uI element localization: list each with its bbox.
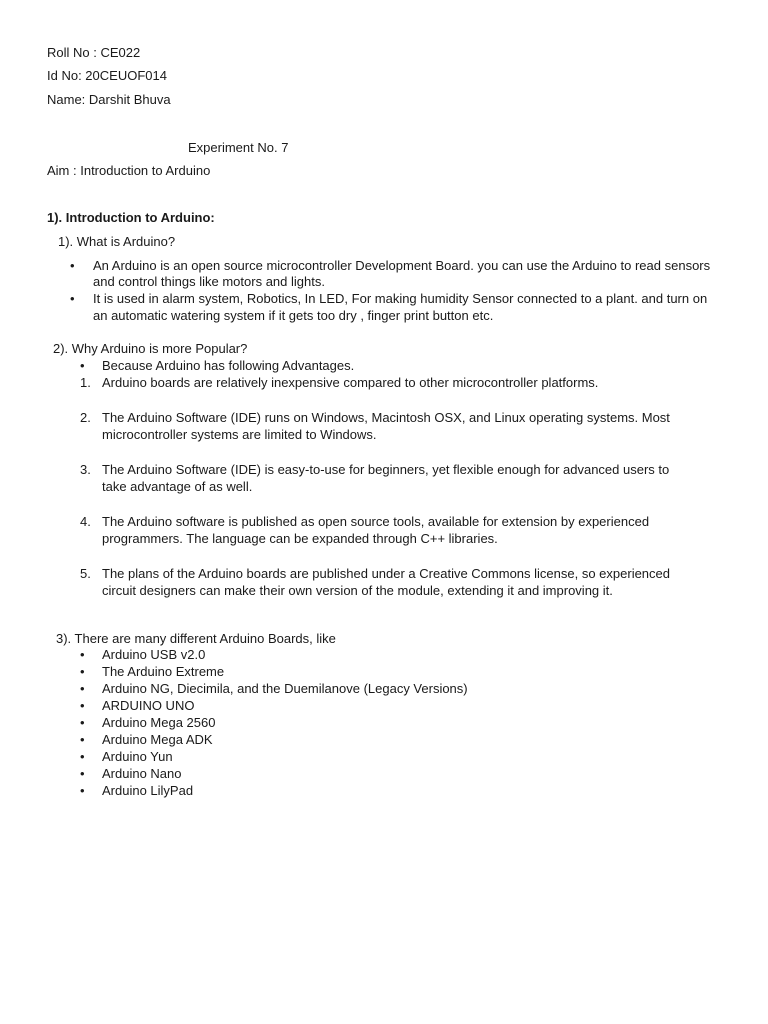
- board-item: The Arduino Extreme: [102, 664, 225, 679]
- section2-item4-line1: The Arduino software is published as open source tools, available for extension by experienced: [102, 514, 650, 529]
- board-item: Arduino USB v2.0: [102, 647, 206, 662]
- section2-heading: 2). Why Arduino is more Popular?: [53, 341, 248, 356]
- section1-subheading: 1). What is Arduino?: [58, 234, 176, 249]
- bullet-icon: •: [80, 766, 85, 781]
- section2-item1-line1: Arduino boards are relatively inexpensive compared to other microcontroller platforms.: [102, 375, 599, 390]
- bullet-icon: •: [80, 715, 85, 730]
- bullet-icon: •: [70, 291, 75, 306]
- section2-item3-line2: take advantage of as well.: [102, 479, 253, 494]
- board-item: Arduino Mega ADK: [102, 732, 213, 747]
- board-item: Arduino NG, Diecimila, and the Duemilanove (Legacy Versions): [102, 681, 468, 696]
- list-number: 4.: [80, 514, 91, 529]
- bullet-icon: •: [80, 749, 85, 764]
- experiment-title: Experiment No. 7: [188, 140, 289, 155]
- bullet-icon: •: [80, 664, 85, 679]
- list-number: 3.: [80, 462, 91, 477]
- section2-item5-line1: The plans of the Arduino boards are published under a Creative Commons license, so experienced: [102, 566, 671, 581]
- section2-item2-line2: microcontroller systems are limited to Windows.: [102, 427, 377, 442]
- bullet-icon: •: [80, 732, 85, 747]
- section2-item4-line2: programmers. The language can be expanded through C++ libraries.: [102, 531, 498, 546]
- section2-item3-line1: The Arduino Software (IDE) is easy-to-use for beginners, yet flexible enough for advanced users to: [102, 462, 670, 477]
- bullet-icon: •: [80, 681, 85, 696]
- section2-intro: Because Arduino has following Advantages.: [102, 358, 355, 373]
- section1-bullet2-line1: It is used in alarm system, Robotics, In LED, For making humidity Sensor connected to a plant. and turn on: [93, 291, 708, 306]
- bullet-icon: •: [80, 647, 85, 662]
- aim-line: Aim : Introduction to Arduino: [47, 163, 211, 178]
- roll-number: Roll No : CE022: [47, 45, 141, 60]
- board-item: Arduino Nano: [102, 766, 182, 781]
- bullet-icon: •: [70, 258, 75, 273]
- list-number: 2.: [80, 410, 91, 425]
- bullet-icon: •: [80, 358, 85, 373]
- student-name: Name: Darshit Bhuva: [47, 92, 171, 107]
- board-item: Arduino Yun: [102, 749, 173, 764]
- section1-bullet1-line2: and control things like motors and lights.: [93, 274, 325, 289]
- board-item: Arduino Mega 2560: [102, 715, 216, 730]
- bullet-icon: •: [80, 783, 85, 798]
- list-number: 1.: [80, 375, 91, 390]
- bullet-icon: •: [80, 698, 85, 713]
- section2-item2-line1: The Arduino Software (IDE) runs on Windows, Macintosh OSX, and Linux operating systems. Most: [102, 410, 670, 425]
- board-item: Arduino LilyPad: [102, 783, 194, 798]
- list-number: 5.: [80, 566, 91, 581]
- section3-heading: 3). There are many different Arduino Boards, like: [56, 631, 336, 646]
- section1-bullet2-line2: an automatic watering system if it gets too dry , finger print button etc.: [93, 308, 494, 323]
- section2-item5-line2: circuit designers can make their own version of the module, extending it and improving it.: [102, 583, 613, 598]
- section1-bullet1-line1: An Arduino is an open source microcontroller Development Board. you can use the Arduino to read sensors: [93, 258, 711, 273]
- id-number: Id No: 20CEUOF014: [47, 68, 167, 83]
- board-item: ARDUINO UNO: [102, 698, 195, 713]
- section1-heading: 1). Introduction to Arduino:: [47, 210, 215, 225]
